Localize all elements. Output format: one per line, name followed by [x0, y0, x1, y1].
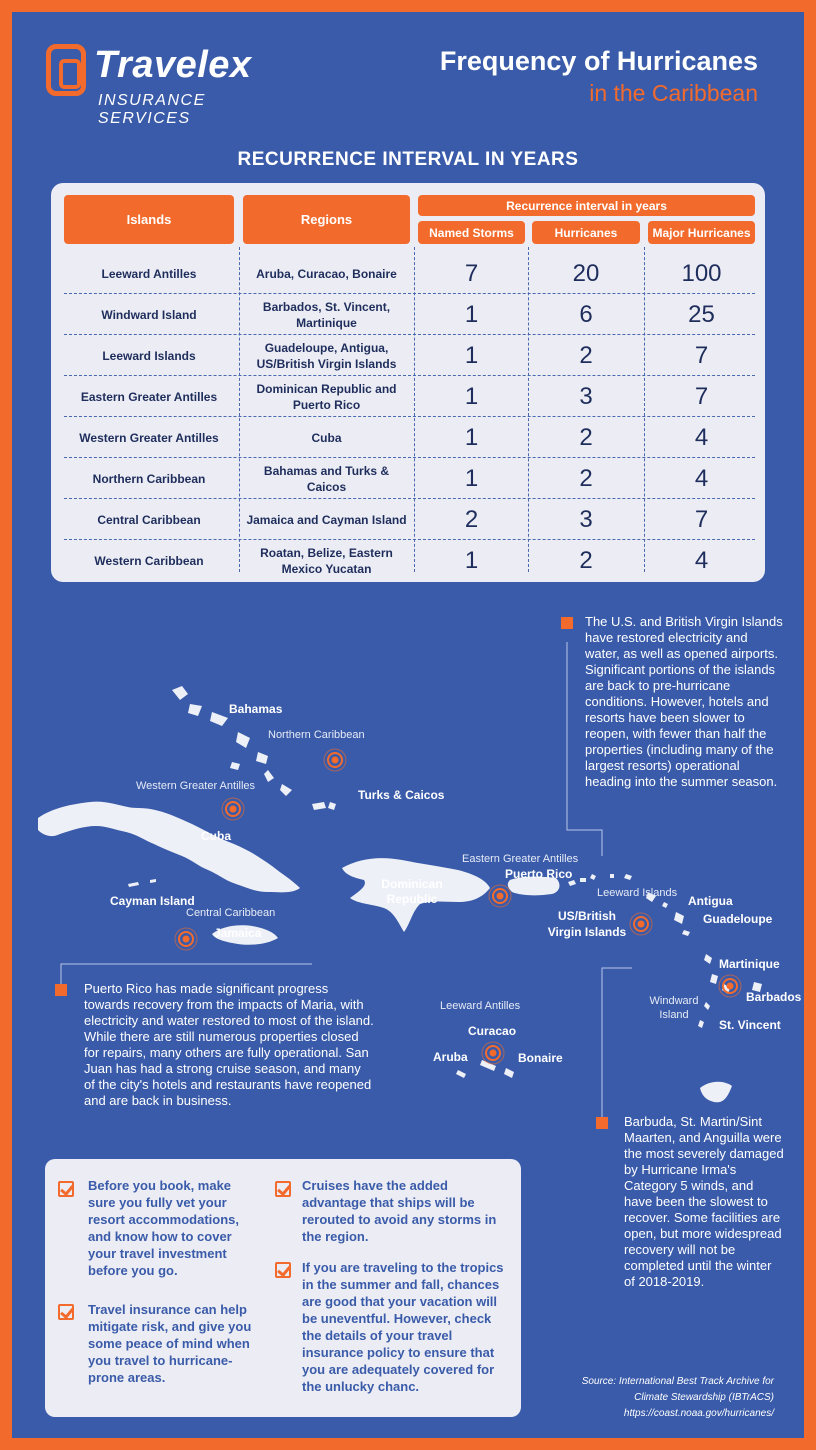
label-aruba: Aruba [433, 1050, 468, 1064]
label-jamaica: Jamaica [214, 926, 262, 940]
hurricanes-cell: 6 [579, 300, 593, 328]
leeward-islands-marker [630, 913, 652, 935]
named-storms-cell: 7 [464, 259, 479, 287]
island-cell: Eastern Greater Antilles [80, 389, 218, 404]
hurricanes-cell: 3 [579, 505, 593, 533]
page-subtitle: in the Caribbean [589, 80, 758, 106]
region-cell: Aruba, Curacao, Bonaire [256, 266, 397, 281]
label-central-caribbean: Central Caribbean [186, 907, 276, 919]
island-cell: Western Caribbean [94, 553, 204, 568]
table-row [64, 458, 755, 499]
region-cell: Cuba [311, 430, 342, 445]
checkbox-checked-icon [275, 1181, 291, 1197]
travel-tips-card [45, 1159, 521, 1417]
label-cayman-island: Cayman Island [110, 894, 195, 908]
table-body [64, 253, 755, 581]
island-cell: Western Greater Antilles [79, 430, 219, 445]
central-caribbean-marker [175, 928, 197, 950]
header-major-hurricanes: Major Hurricanes [648, 221, 755, 244]
brand-subtitle: INSURANCE SERVICES [98, 92, 206, 127]
named-storms-cell: 1 [464, 464, 479, 492]
tip-cruises: Cruises have the added advantage that ships will be rerouted to avoid any storms in the region. [302, 1178, 497, 1244]
checkbox-checked-icon [58, 1304, 74, 1320]
source-line: Climate Stewardship (IBTrACS) [634, 1392, 774, 1403]
tip-travel-insurance: Travel insurance can help mitigate risk, and give you some peace of mind when you travel to hurricane-prone areas. [88, 1302, 252, 1385]
major-hurricanes-cell: 7 [694, 505, 709, 533]
western-greater-antilles-marker [222, 798, 244, 820]
northern-caribbean-marker [324, 749, 346, 771]
checkbox-checked-icon [275, 1262, 291, 1278]
label-leeward-antilles: Leeward Antilles [440, 1000, 521, 1012]
label-barbados: Barbados [746, 990, 802, 1004]
table-row [64, 499, 755, 540]
tip-before-you-book: Before you book, make sure you fully vet your resort accommodations, and know how to cover your travel investment before you go. [88, 1178, 239, 1278]
puerto-rico-note: Puerto Rico has made significant progress towards recovery from the impacts of Maria, with electricity and water restored to most of the island. While there are still numerous properties closed for repairs, many others are fully operational. San Juan has had a strong cruise season, and many of the city's hotels and restaurants have reopened and are back in business. [84, 981, 374, 1108]
hurricanes-cell: 2 [579, 464, 593, 492]
cuba-shape [38, 802, 300, 893]
travelex-logo [46, 42, 296, 127]
label-turks-caicos: Turks & Caicos [358, 788, 445, 802]
trinidad-shape [700, 1082, 732, 1103]
header-hurricanes: Hurricanes [532, 221, 640, 244]
hurricanes-cell: 3 [579, 382, 593, 410]
barbuda-note: Barbuda, St. Martin/Sint Maarten, and Anguilla were the most severely damaged by Hurricane Irma's Category 5 winds, and have been the slowest to recover. Some facilities are open, but more widespread recovery will not be completed until the winter of 2018-2019. [624, 1114, 784, 1289]
named-storms-cell: 1 [464, 423, 479, 451]
label-virgin-islands: US/British Virgin Islands [547, 909, 627, 939]
table-row [64, 253, 755, 294]
major-hurricanes-cell: 25 [688, 300, 715, 328]
label-st-vincent: St. Vincent [719, 1018, 781, 1032]
cayman-shape [128, 879, 156, 887]
note-marker [561, 617, 573, 629]
infographic-frame [12, 12, 804, 1438]
label-antigua: Antigua [688, 894, 733, 908]
island-cell: Central Caribbean [97, 512, 201, 527]
table-row [64, 335, 755, 376]
region-cell: Jamaica and Cayman Island [246, 512, 407, 527]
checkbox-checked-icon [58, 1181, 74, 1197]
label-dominican-republic: Dominican Republic [381, 877, 443, 906]
hurricanes-cell: 2 [579, 341, 593, 369]
major-hurricanes-cell: 4 [694, 464, 709, 492]
label-leeward-islands: Leeward Islands [597, 887, 678, 899]
named-storms-cell: 1 [464, 300, 479, 328]
windward-island-marker [719, 975, 741, 997]
header-named-storms: Named Storms [418, 221, 525, 244]
label-northern-caribbean: Northern Caribbean [268, 729, 365, 741]
major-hurricanes-cell: 7 [694, 382, 709, 410]
aruba-shape [456, 1070, 466, 1078]
island-cell: Leeward Antilles [101, 266, 197, 281]
label-bahamas: Bahamas [229, 702, 283, 716]
eastern-greater-antilles-marker [489, 885, 511, 907]
header-islands: Islands [64, 195, 234, 244]
label-eastern-greater-antilles: Eastern Greater Antilles [462, 853, 579, 865]
virgin-islands-shape [568, 874, 632, 886]
tip-summer-fall: If you are traveling to the tropics in the summer and fall, chances are good that your vacation will be uneventful. However, check the details of your travel insurance policy to ensure that you are adequately covered for the unlucky chanc. [302, 1260, 504, 1394]
label-cuba: Cuba [201, 829, 231, 843]
label-guadeloupe: Guadeloupe [703, 912, 773, 926]
label-bonaire: Bonaire [518, 1051, 563, 1065]
major-hurricanes-cell: 4 [694, 423, 709, 451]
travelex-logo-icon [46, 44, 86, 96]
table-row [64, 540, 755, 581]
region-cell: Barbados, St. Vincent, Martinique [262, 299, 391, 330]
label-western-greater-antilles: Western Greater Antilles [136, 780, 256, 792]
island-cell: Leeward Islands [102, 348, 196, 363]
label-windward-island: Windward Island [649, 995, 699, 1021]
region-cell: Guadeloupe, Antigua, US/British Virgin Islands [256, 340, 397, 371]
region-cell: Dominican Republic and Puerto Rico [256, 381, 397, 412]
major-hurricanes-cell: 7 [694, 341, 709, 369]
hurricanes-cell: 2 [579, 423, 593, 451]
recurrence-table [51, 183, 765, 582]
bonaire-shape [504, 1068, 514, 1078]
label-martinique: Martinique [719, 957, 780, 971]
table-row [64, 417, 755, 458]
source-url: https://coast.noaa.gov/hurricanes/ [623, 1408, 774, 1419]
table-section-title: RECURRENCE INTERVAL IN YEARS [237, 149, 579, 170]
curacao-shape [480, 1060, 496, 1071]
note-marker [596, 1117, 608, 1129]
table-row [64, 376, 755, 417]
label-curacao: Curacao [468, 1024, 517, 1038]
hurricanes-cell: 2 [579, 546, 593, 574]
header-recurrence: Recurrence interval in years [418, 195, 755, 216]
island-cell: Windward Island [101, 307, 197, 322]
major-hurricanes-cell: 4 [694, 546, 709, 574]
named-storms-cell: 1 [464, 341, 479, 369]
note-marker [55, 984, 67, 996]
major-hurricanes-cell: 100 [681, 259, 722, 287]
source-citation [514, 1374, 774, 1422]
named-storms-cell: 1 [464, 382, 479, 410]
named-storms-cell: 2 [464, 505, 479, 533]
brand-name: Travelex [94, 44, 252, 86]
named-storms-cell: 1 [464, 546, 479, 574]
hurricanes-cell: 20 [572, 259, 600, 287]
header-regions: Regions [243, 195, 410, 244]
region-cell: Roatan, Belize, Eastern Mexico Yucatan [260, 545, 393, 576]
label-puerto-rico: Puerto Rico [505, 867, 573, 881]
region-cell: Bahamas and Turks & Caicos [263, 463, 390, 494]
leeward-antilles-marker [482, 1042, 504, 1064]
source-line: Source: International Best Track Archive for [581, 1376, 774, 1387]
table-row [64, 294, 755, 335]
page-title: Frequency of Hurricanes [439, 46, 758, 76]
island-cell: Northern Caribbean [92, 471, 206, 486]
virgin-islands-note: The U.S. and British Virgin Islands have restored electricity and water, as well as opened airports. Significant portions of the islands are back to pre-hurricane conditions. However, hotels and resorts have been slower to reopen, with fewer than half the properties (including many of the largest resorts) operational heading into the summer season. [585, 614, 783, 789]
turks-caicos-shape [312, 802, 336, 810]
barbuda-callout-line [602, 968, 632, 1120]
